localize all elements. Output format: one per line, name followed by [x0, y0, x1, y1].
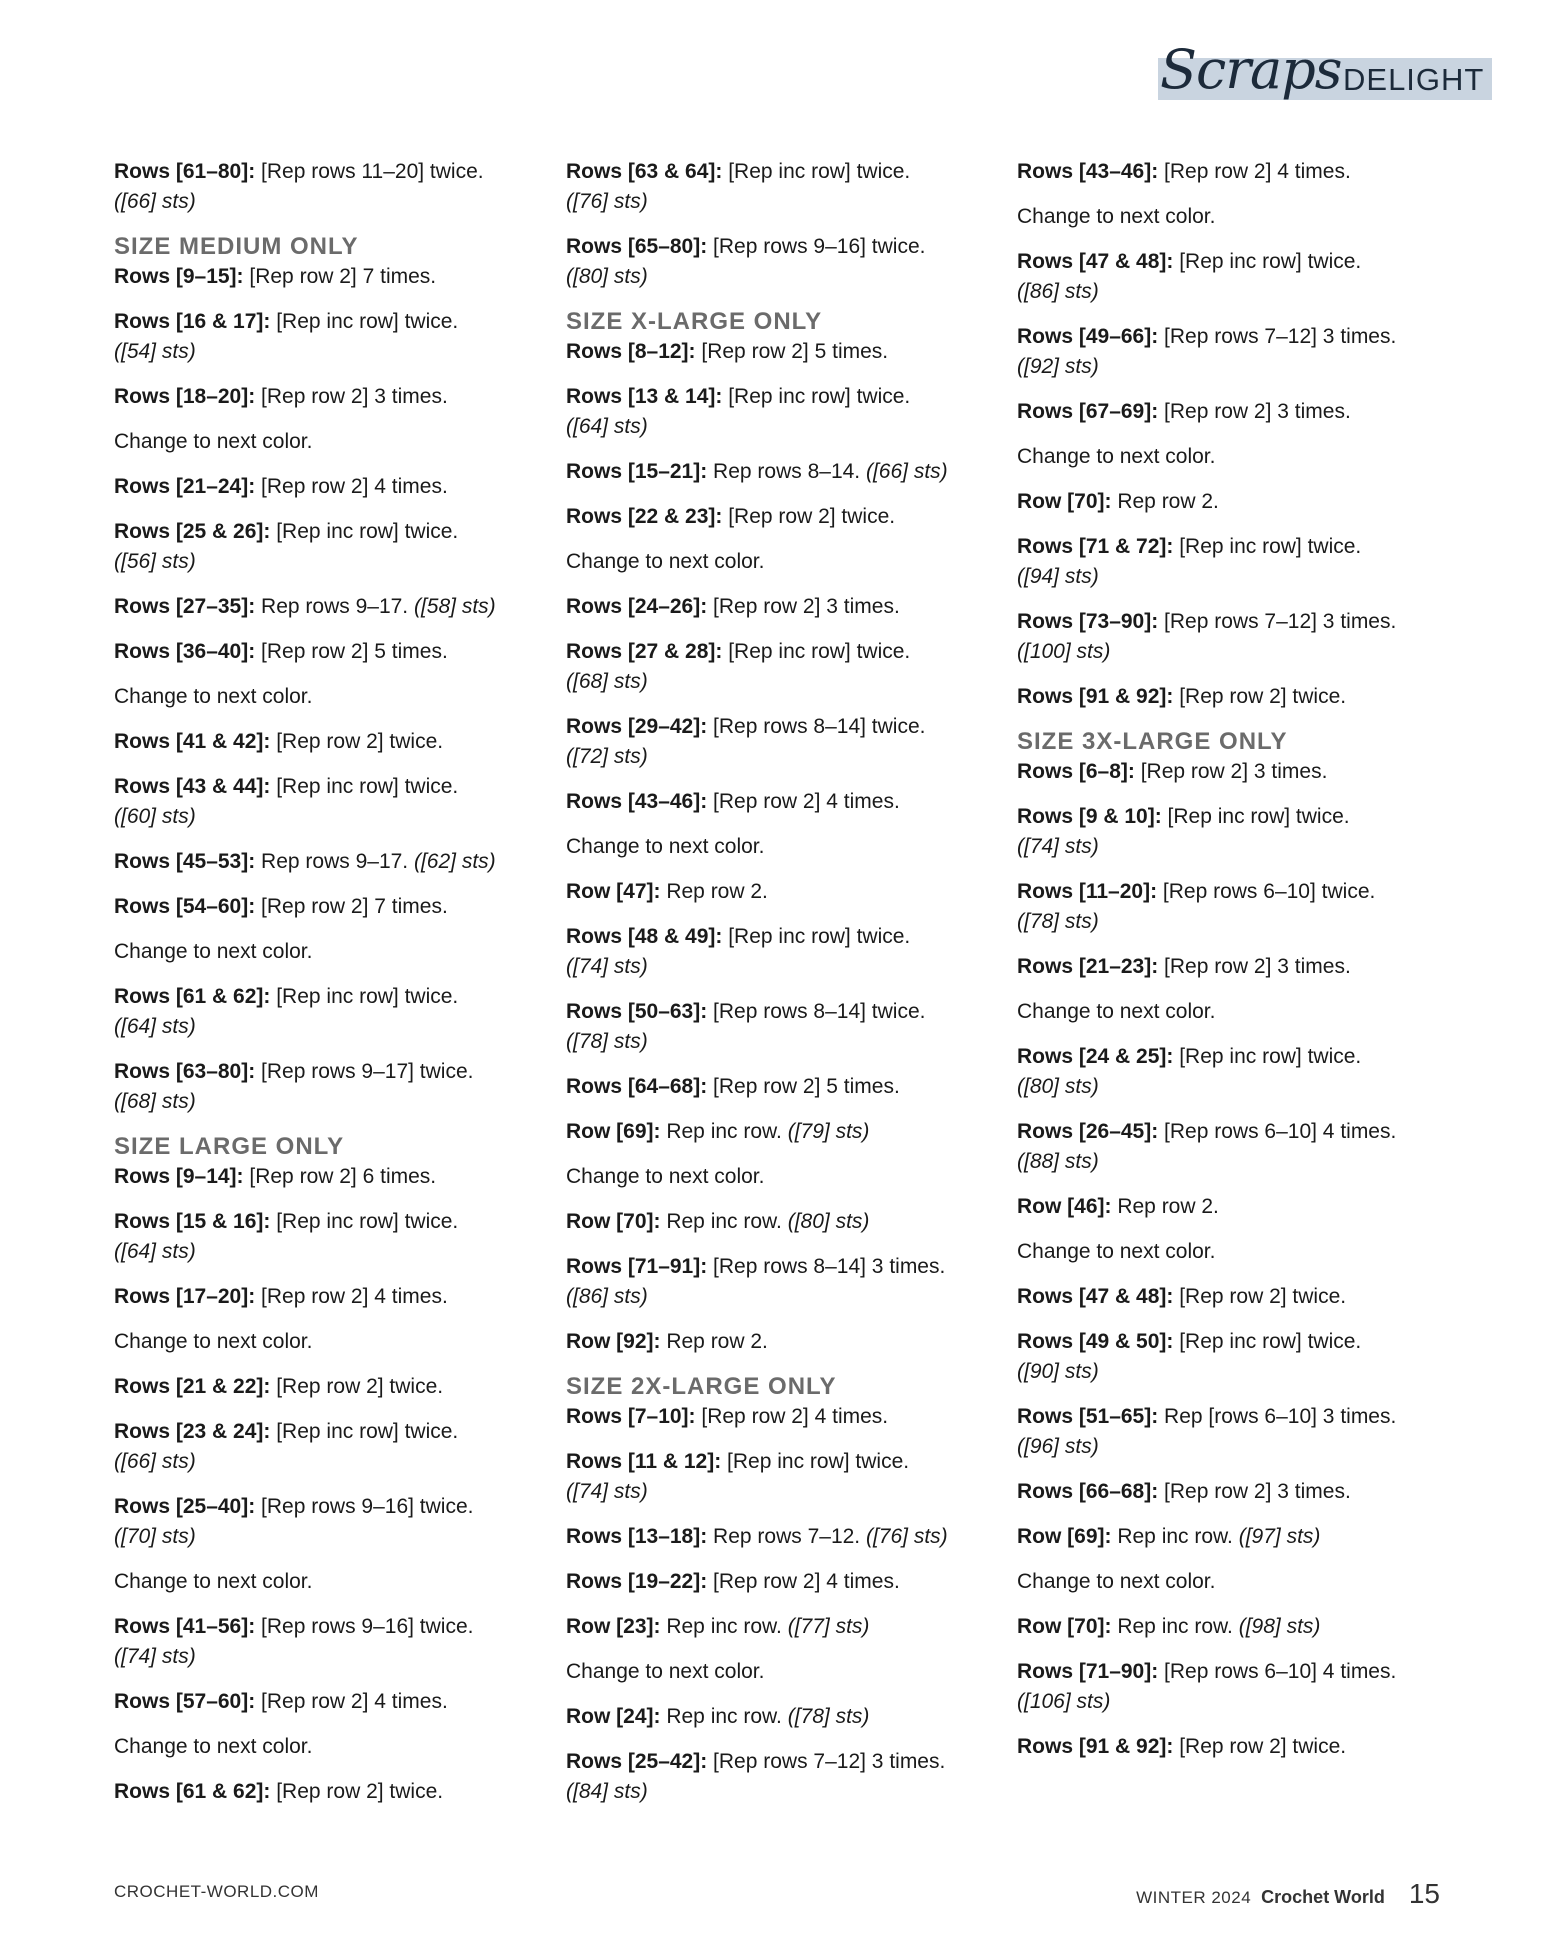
row-label: Rows [21–23]: — [1017, 955, 1159, 978]
pattern-instruction — [1017, 532, 1447, 592]
row-label: Rows [57–60]: — [114, 1690, 256, 1713]
pattern-column-2 — [566, 157, 996, 1822]
row-label: Rows [15–21]: — [566, 460, 708, 483]
row-label: Rows [54–60]: — [114, 895, 256, 918]
pattern-instruction — [566, 502, 996, 532]
pattern-instruction — [114, 1207, 544, 1267]
stitch-count: ([62] sts) — [413, 850, 496, 873]
row-label: Rows [29–42]: — [566, 715, 708, 738]
pattern-instruction — [566, 1447, 996, 1507]
instruction-text: [Rep inc row] twice. — [1161, 805, 1350, 828]
row-label: Row [70]: — [566, 1210, 661, 1233]
stitch-count: ([78] sts) — [787, 1705, 870, 1728]
instruction-text: [Rep inc row] twice. — [1173, 535, 1362, 558]
pattern-instruction — [114, 1567, 544, 1597]
instruction-text: Rep row 2. — [1111, 1195, 1219, 1218]
row-label: Rows [9 & 10]: — [1017, 805, 1162, 828]
instruction-text: Rep row 2. — [660, 1330, 768, 1353]
pattern-instruction — [566, 1252, 996, 1312]
instruction-text: [Rep rows 9–17] twice. — [255, 1060, 474, 1083]
row-label: Rows [41 & 42]: — [114, 730, 271, 753]
instruction-text: [Rep row 2] 4 times. — [707, 790, 900, 813]
row-label: Rows [36–40]: — [114, 640, 256, 663]
pattern-instruction — [114, 937, 544, 967]
instruction-text: [Rep rows 9–16] twice. — [255, 1495, 474, 1518]
pattern-instruction — [1017, 1237, 1447, 1267]
pattern-instruction — [566, 922, 996, 982]
instruction-text: Change to next color. — [114, 430, 313, 453]
pattern-instruction — [566, 1612, 996, 1642]
pattern-instruction — [566, 1657, 996, 1687]
stitch-count: ([56] sts) — [114, 550, 196, 573]
pattern-instruction — [566, 997, 996, 1057]
pattern-instruction — [566, 592, 996, 622]
stitch-count: ([74] sts) — [566, 955, 648, 978]
row-label: Rows [71–90]: — [1017, 1660, 1159, 1683]
instruction-text: [Rep inc row] twice. — [270, 1420, 459, 1443]
row-label: Rows [61–80]: — [114, 160, 256, 183]
pattern-instruction — [114, 1372, 544, 1402]
pattern-instruction — [566, 1162, 996, 1192]
instruction-text: [Rep inc row] twice. — [270, 310, 459, 333]
stitch-count: ([90] sts) — [1017, 1360, 1099, 1383]
pattern-instruction — [1017, 877, 1447, 937]
pattern-instruction — [114, 1282, 544, 1312]
pattern-instruction — [114, 727, 544, 757]
row-label: Rows [71 & 72]: — [1017, 535, 1174, 558]
instruction-text: Rep row 2. — [660, 880, 768, 903]
instruction-text: [Rep row 2] twice. — [270, 1375, 444, 1398]
row-label: Rows [91 & 92]: — [1017, 1735, 1174, 1758]
stitch-count: ([54] sts) — [114, 340, 196, 363]
row-label: Row [69]: — [1017, 1525, 1112, 1548]
instruction-text: [Rep row 2] 3 times. — [1158, 400, 1351, 423]
pattern-instruction — [566, 232, 996, 292]
instruction-text: [Rep inc row] twice. — [270, 520, 459, 543]
pattern-instruction — [1017, 157, 1447, 187]
row-label: Rows [13 & 14]: — [566, 385, 723, 408]
pattern-instruction — [114, 637, 544, 667]
row-label: Rows [43–46]: — [566, 790, 708, 813]
instruction-text: [Rep inc row] twice. — [270, 1210, 459, 1233]
pattern-instruction — [1017, 1282, 1447, 1312]
instruction-text: [Rep row 2] 4 times. — [255, 475, 448, 498]
stitch-count: ([66] sts) — [114, 190, 196, 213]
instruction-text: [Rep row 2] 4 times. — [255, 1285, 448, 1308]
page-number: 15 — [1408, 1878, 1440, 1909]
pattern-instruction — [114, 382, 544, 412]
instruction-text: [Rep inc row] twice. — [722, 385, 911, 408]
pattern-instruction — [566, 1207, 996, 1237]
row-label: Rows [49 & 50]: — [1017, 1330, 1174, 1353]
pattern-instruction — [566, 1327, 996, 1357]
pattern-instruction — [114, 427, 544, 457]
row-label: Rows [47 & 48]: — [1017, 250, 1174, 273]
size-section-heading: SIZE LARGE ONLY — [114, 1133, 345, 1160]
pattern-instruction — [1017, 1522, 1447, 1552]
row-label: Rows [13–18]: — [566, 1525, 708, 1548]
stitch-count: ([88] sts) — [1017, 1150, 1099, 1173]
instruction-text: [Rep row 2] twice. — [1173, 1735, 1347, 1758]
pattern-instruction — [1017, 1612, 1447, 1642]
footer-magazine-name: Crochet World — [1261, 1887, 1385, 1907]
row-label: Row [23]: — [566, 1615, 661, 1638]
row-label: Rows [8–12]: — [566, 340, 696, 363]
pattern-instruction — [1017, 1657, 1447, 1717]
stitch-count: ([98] sts) — [1238, 1615, 1321, 1638]
instruction-text: Rep rows 8–14. — [707, 460, 866, 483]
row-label: Rows [27 & 28]: — [566, 640, 723, 663]
instruction-text: [Rep row 2] 3 times. — [1158, 1480, 1351, 1503]
pattern-instruction — [114, 1327, 544, 1357]
pattern-instruction — [1017, 322, 1447, 382]
row-label: Rows [9–15]: — [114, 265, 244, 288]
stitch-count: ([96] sts) — [1017, 1435, 1099, 1458]
instruction-text: [Rep rows 6–10] 4 times. — [1158, 1120, 1397, 1143]
instruction-text: [Rep row 2] 5 times. — [707, 1075, 900, 1098]
row-label: Rows [27–35]: — [114, 595, 256, 618]
stitch-count: ([78] sts) — [1017, 910, 1099, 933]
stitch-count: ([64] sts) — [114, 1240, 196, 1263]
instruction-text: Change to next color. — [114, 940, 313, 963]
pattern-instruction — [114, 1162, 544, 1192]
instruction-text: [Rep inc row] twice. — [722, 160, 911, 183]
instruction-text: [Rep row 2] 5 times. — [255, 640, 448, 663]
instruction-text: [Rep rows 7–12] 3 times. — [1158, 610, 1397, 633]
instruction-text: Rep rows 9–17. — [255, 850, 414, 873]
pattern-instruction — [566, 1702, 996, 1732]
pattern-instruction — [1017, 682, 1447, 712]
pattern-instruction — [114, 982, 544, 1042]
pattern-instruction — [114, 1612, 544, 1672]
stitch-count: ([70] sts) — [114, 1525, 196, 1548]
stitch-count: ([64] sts) — [566, 415, 648, 438]
instruction-text: [Rep row 2] twice. — [1173, 1285, 1347, 1308]
instruction-text: [Rep inc row] twice. — [270, 775, 459, 798]
stitch-count: ([76] sts) — [566, 190, 648, 213]
row-label: Rows [41–56]: — [114, 1615, 256, 1638]
pattern-instruction — [1017, 997, 1447, 1027]
instruction-text: [Rep rows 8–14] twice. — [707, 1000, 926, 1023]
row-label: Rows [25 & 26]: — [114, 520, 271, 543]
instruction-text: Change to next color. — [1017, 205, 1216, 228]
pattern-instruction — [114, 1687, 544, 1717]
row-label: Rows [71–91]: — [566, 1255, 708, 1278]
pattern-instruction — [566, 1117, 996, 1147]
row-label: Rows [11 & 12]: — [566, 1450, 722, 1473]
instruction-text: [Rep inc row] twice. — [722, 640, 911, 663]
pattern-instruction — [566, 1747, 996, 1807]
stitch-count: ([66] sts) — [865, 460, 948, 483]
row-label: Rows [18–20]: — [114, 385, 256, 408]
row-label: Rows [63–80]: — [114, 1060, 256, 1083]
row-label: Rows [24–26]: — [566, 595, 708, 618]
stitch-count: ([100] sts) — [1017, 640, 1111, 663]
pattern-instruction — [566, 457, 996, 487]
pattern-instruction — [1017, 1477, 1447, 1507]
stitch-count: ([84] sts) — [566, 1780, 648, 1803]
stitch-count: ([97] sts) — [1238, 1525, 1321, 1548]
instruction-text: [Rep row 2] twice. — [1173, 685, 1347, 708]
pattern-instruction — [566, 547, 996, 577]
pattern-instruction — [114, 772, 544, 832]
stitch-count: ([72] sts) — [566, 745, 648, 768]
row-label: Row [47]: — [566, 880, 661, 903]
pattern-column-1 — [114, 157, 544, 1822]
row-label: Rows [47 & 48]: — [1017, 1285, 1174, 1308]
instruction-text: [Rep row 2] twice. — [270, 1780, 444, 1803]
row-label: Rows [61 & 62]: — [114, 985, 271, 1008]
row-label: Row [46]: — [1017, 1195, 1112, 1218]
pattern-instruction — [1017, 802, 1447, 862]
instruction-text: [Rep row 2] 3 times. — [1158, 955, 1351, 978]
row-label: Rows [16 & 17]: — [114, 310, 271, 333]
pattern-instruction — [1017, 247, 1447, 307]
pattern-instruction — [566, 1522, 996, 1552]
pattern-instruction — [1017, 757, 1447, 787]
stitch-count: ([94] sts) — [1017, 565, 1099, 588]
footer-issue-info — [1136, 1878, 1440, 1910]
pattern-instruction — [1017, 952, 1447, 982]
size-section-heading: SIZE MEDIUM ONLY — [114, 233, 359, 260]
row-label: Row [70]: — [1017, 490, 1112, 513]
instruction-text: Rep inc row. — [660, 1210, 788, 1233]
instruction-text: [Rep row 2] 4 times. — [255, 1690, 448, 1713]
stitch-count: ([86] sts) — [1017, 280, 1099, 303]
row-label: Rows [51–65]: — [1017, 1405, 1159, 1428]
pattern-instruction — [1017, 397, 1447, 427]
instruction-text: [Rep rows 6–10] twice. — [1157, 880, 1376, 903]
stitch-count: ([78] sts) — [566, 1030, 648, 1053]
stitch-count: ([68] sts) — [114, 1090, 196, 1113]
row-label: Rows [66–68]: — [1017, 1480, 1159, 1503]
instruction-text: Change to next color. — [114, 1570, 313, 1593]
instruction-text: [Rep row 2] 3 times. — [1134, 760, 1328, 783]
pattern-instruction — [566, 712, 996, 772]
stitch-count: ([80] sts) — [1017, 1075, 1099, 1098]
row-label: Rows [61 & 62]: — [114, 1780, 271, 1803]
instruction-text: [Rep rows 7–12] 3 times. — [707, 1750, 946, 1773]
row-label: Rows [64–68]: — [566, 1075, 708, 1098]
row-label: Rows [73–90]: — [1017, 610, 1159, 633]
pattern-instruction — [114, 307, 544, 367]
instruction-text: [Rep row 2] 7 times. — [255, 895, 448, 918]
row-label: Rows [9–14]: — [114, 1165, 244, 1188]
stitch-count: ([74] sts) — [566, 1480, 648, 1503]
instruction-text: [Rep row 2] 4 times. — [707, 1570, 900, 1593]
instruction-text: [Rep inc row] twice. — [1173, 1045, 1362, 1068]
pattern-instruction — [566, 787, 996, 817]
row-label: Row [92]: — [566, 1330, 661, 1353]
row-label: Rows [6–8]: — [1017, 760, 1135, 783]
instruction-text: Change to next color. — [1017, 1240, 1216, 1263]
row-label: Rows [7–10]: — [566, 1405, 696, 1428]
instruction-text: Rep inc row. — [1111, 1615, 1239, 1638]
instruction-text: [Rep row 2] 5 times. — [695, 340, 889, 363]
pattern-instruction — [566, 382, 996, 442]
row-label: Rows [21 & 22]: — [114, 1375, 271, 1398]
pattern-instruction — [1017, 1327, 1447, 1387]
row-label: Rows [21–24]: — [114, 475, 256, 498]
stitch-count: ([74] sts) — [1017, 835, 1099, 858]
instruction-text: Rep [rows 6–10] 3 times. — [1158, 1405, 1397, 1428]
pattern-instruction — [114, 1732, 544, 1762]
pattern-instruction — [1017, 1192, 1447, 1222]
instruction-text: Change to next color. — [1017, 1000, 1216, 1023]
stitch-count: ([92] sts) — [1017, 355, 1099, 378]
instruction-text: Rep rows 7–12. — [707, 1525, 866, 1548]
stitch-count: ([58] sts) — [413, 595, 496, 618]
row-label: Row [69]: — [566, 1120, 661, 1143]
pattern-instruction — [1017, 1732, 1447, 1762]
stitch-count: ([77] sts) — [787, 1615, 870, 1638]
pattern-instruction — [114, 1777, 544, 1807]
stitch-count: ([64] sts) — [114, 1015, 196, 1038]
row-label: Rows [22 & 23]: — [566, 505, 723, 528]
stitch-count: ([60] sts) — [114, 805, 196, 828]
pattern-instruction — [114, 517, 544, 577]
instruction-text: [Rep rows 8–14] 3 times. — [707, 1255, 946, 1278]
row-label: Rows [45–53]: — [114, 850, 256, 873]
pattern-instruction — [114, 157, 544, 217]
pattern-instruction — [1017, 1402, 1447, 1462]
row-label: Rows [49–66]: — [1017, 325, 1159, 348]
instruction-text: [Rep row 2] 6 times. — [243, 1165, 437, 1188]
pattern-instruction — [566, 877, 996, 907]
row-label: Rows [43–46]: — [1017, 160, 1159, 183]
stitch-count: ([79] sts) — [787, 1120, 870, 1143]
row-label: Rows [65–80]: — [566, 235, 708, 258]
row-label: Rows [17–20]: — [114, 1285, 256, 1308]
instruction-text: [Rep inc row] twice. — [1173, 250, 1362, 273]
instruction-text: [Rep inc row] twice. — [721, 1450, 910, 1473]
pattern-instruction — [114, 262, 544, 292]
instruction-text: Rep row 2. — [1111, 490, 1219, 513]
instruction-text: [Rep row 2] 3 times. — [707, 595, 900, 618]
pattern-instruction — [566, 1567, 996, 1597]
row-label: Rows [23 & 24]: — [114, 1420, 271, 1443]
pattern-instruction — [1017, 442, 1447, 472]
instruction-text: Change to next color. — [566, 1165, 765, 1188]
stitch-count: ([80] sts) — [787, 1210, 870, 1233]
instruction-text: [Rep inc row] twice. — [1173, 1330, 1362, 1353]
size-section-heading: SIZE 3X-LARGE ONLY — [1017, 728, 1288, 755]
instruction-text: [Rep row 2] 7 times. — [243, 265, 437, 288]
instruction-text: Change to next color. — [114, 1735, 313, 1758]
instruction-text: [Rep row 2] twice. — [270, 730, 444, 753]
instruction-text: [Rep rows 6–10] 4 times. — [1158, 1660, 1397, 1683]
pattern-instruction — [566, 1402, 996, 1432]
pattern-instruction — [114, 682, 544, 712]
instruction-text: Rep inc row. — [1111, 1525, 1239, 1548]
size-section-heading: SIZE 2X-LARGE ONLY — [566, 1373, 837, 1400]
pattern-instruction — [566, 157, 996, 217]
pattern-instruction — [1017, 1567, 1447, 1597]
pattern-instruction — [114, 1417, 544, 1477]
instruction-text: [Rep row 2] 4 times. — [695, 1405, 889, 1428]
row-label: Rows [50–63]: — [566, 1000, 708, 1023]
instruction-text: Change to next color. — [114, 1330, 313, 1353]
pattern-instruction — [566, 637, 996, 697]
instruction-text: [Rep row 2] 4 times. — [1158, 160, 1351, 183]
stitch-count: ([66] sts) — [114, 1450, 196, 1473]
pattern-instruction — [1017, 202, 1447, 232]
footer-site-url: CROCHET-WORLD.COM — [114, 1882, 319, 1901]
instruction-text: Change to next color. — [1017, 1570, 1216, 1593]
pattern-column-3 — [1017, 157, 1447, 1777]
instruction-text: Change to next color. — [1017, 445, 1216, 468]
instruction-text: Change to next color. — [566, 1660, 765, 1683]
instruction-text: [Rep row 2] 3 times. — [255, 385, 448, 408]
row-label: Rows [25–42]: — [566, 1750, 708, 1773]
stitch-count: ([74] sts) — [114, 1645, 196, 1668]
row-label: Rows [48 & 49]: — [566, 925, 723, 948]
instruction-text: Change to next color. — [566, 835, 765, 858]
instruction-text: [Rep row 2] twice. — [722, 505, 896, 528]
pattern-instruction — [566, 832, 996, 862]
stitch-count: ([68] sts) — [566, 670, 648, 693]
pattern-instruction — [114, 472, 544, 502]
instruction-text: [Rep rows 7–12] 3 times. — [1158, 325, 1397, 348]
stitch-count: ([86] sts) — [566, 1285, 648, 1308]
instruction-text: Change to next color. — [566, 550, 765, 573]
pattern-instruction — [566, 337, 996, 367]
pattern-instruction — [1017, 607, 1447, 667]
header-title-word: DELIGHT — [1343, 62, 1485, 97]
stitch-count: ([80] sts) — [566, 265, 648, 288]
row-label: Rows [91 & 92]: — [1017, 685, 1174, 708]
row-label: Rows [67–69]: — [1017, 400, 1159, 423]
stitch-count: ([106] sts) — [1017, 1690, 1111, 1713]
pattern-instruction — [114, 1492, 544, 1552]
row-label: Rows [25–40]: — [114, 1495, 256, 1518]
instruction-text: [Rep rows 9–16] twice. — [707, 235, 926, 258]
size-section-heading: SIZE X-LARGE ONLY — [566, 308, 823, 335]
row-label: Rows [19–22]: — [566, 1570, 708, 1593]
pattern-instruction — [114, 892, 544, 922]
instruction-text: Change to next color. — [114, 685, 313, 708]
instruction-text: [Rep rows 8–14] twice. — [707, 715, 926, 738]
pattern-instruction — [114, 592, 544, 622]
row-label: Rows [43 & 44]: — [114, 775, 271, 798]
instruction-text: Rep inc row. — [660, 1120, 788, 1143]
pattern-instruction — [114, 847, 544, 877]
instruction-text: Rep inc row. — [660, 1705, 788, 1728]
row-label: Row [70]: — [1017, 1615, 1112, 1638]
pattern-instruction — [566, 1072, 996, 1102]
row-label: Row [24]: — [566, 1705, 661, 1728]
row-label: Rows [26–45]: — [1017, 1120, 1159, 1143]
header-script-word: Scraps — [1160, 38, 1342, 101]
instruction-text: Rep inc row. — [660, 1615, 788, 1638]
footer-issue: WINTER 2024 — [1136, 1888, 1252, 1907]
pattern-instruction — [1017, 1042, 1447, 1102]
row-label: Rows [11–20]: — [1017, 880, 1158, 903]
instruction-text: [Rep inc row] twice. — [270, 985, 459, 1008]
instruction-text: Rep rows 9–17. — [255, 595, 414, 618]
instruction-text: [Rep inc row] twice. — [722, 925, 911, 948]
row-label: Rows [24 & 25]: — [1017, 1045, 1174, 1068]
pattern-instruction — [114, 1057, 544, 1117]
stitch-count: ([76] sts) — [865, 1525, 948, 1548]
pattern-instruction — [1017, 487, 1447, 517]
pattern-instruction — [1017, 1117, 1447, 1177]
instruction-text: [Rep rows 11–20] twice. — [255, 160, 484, 183]
row-label: Rows [15 & 16]: — [114, 1210, 271, 1233]
row-label: Rows [63 & 64]: — [566, 160, 723, 183]
instruction-text: [Rep rows 9–16] twice. — [255, 1615, 474, 1638]
